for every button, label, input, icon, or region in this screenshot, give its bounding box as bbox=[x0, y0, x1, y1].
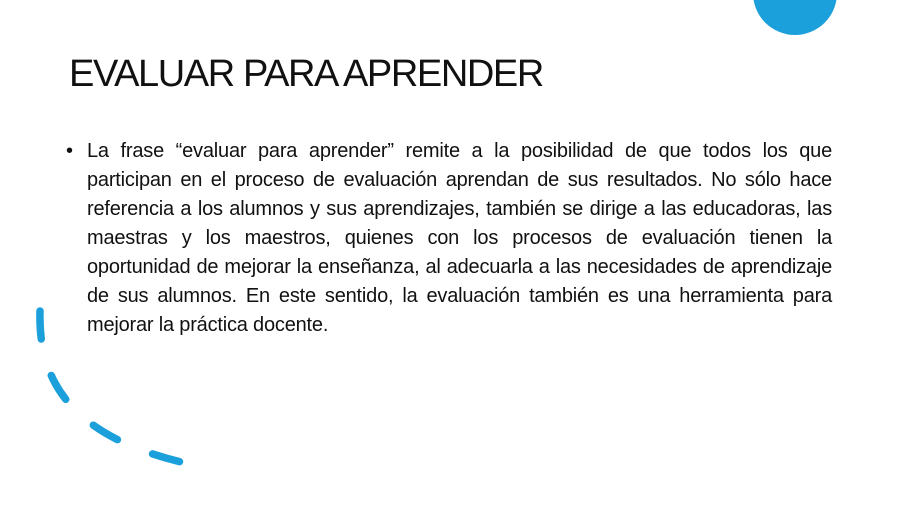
bullet-dot: • bbox=[66, 140, 73, 162]
bullet-item bbox=[66, 137, 832, 340]
decorative-circle bbox=[753, 0, 837, 35]
bullet-text: La frase “evaluar para aprender” remite a la posibilidad de que todos los que participan en el proceso de evaluación aprendan de sus resultados. No sólo hace referencia a los alumnos y sus aprendizajes, también se dirige a las educadoras, las maestras y los maestros, quienes con los procesos de evaluación tienen la oportunidad de mejorar la enseñanza, al adecuarla a las necesidades de aprendizaje de sus alumnos. En este sentido, la evaluación también es una herramienta para mejorar la práctica docente. bbox=[87, 140, 832, 336]
slide-title: EVALUAR PARA APRENDER bbox=[69, 53, 543, 95]
bullet-list bbox=[66, 137, 832, 340]
